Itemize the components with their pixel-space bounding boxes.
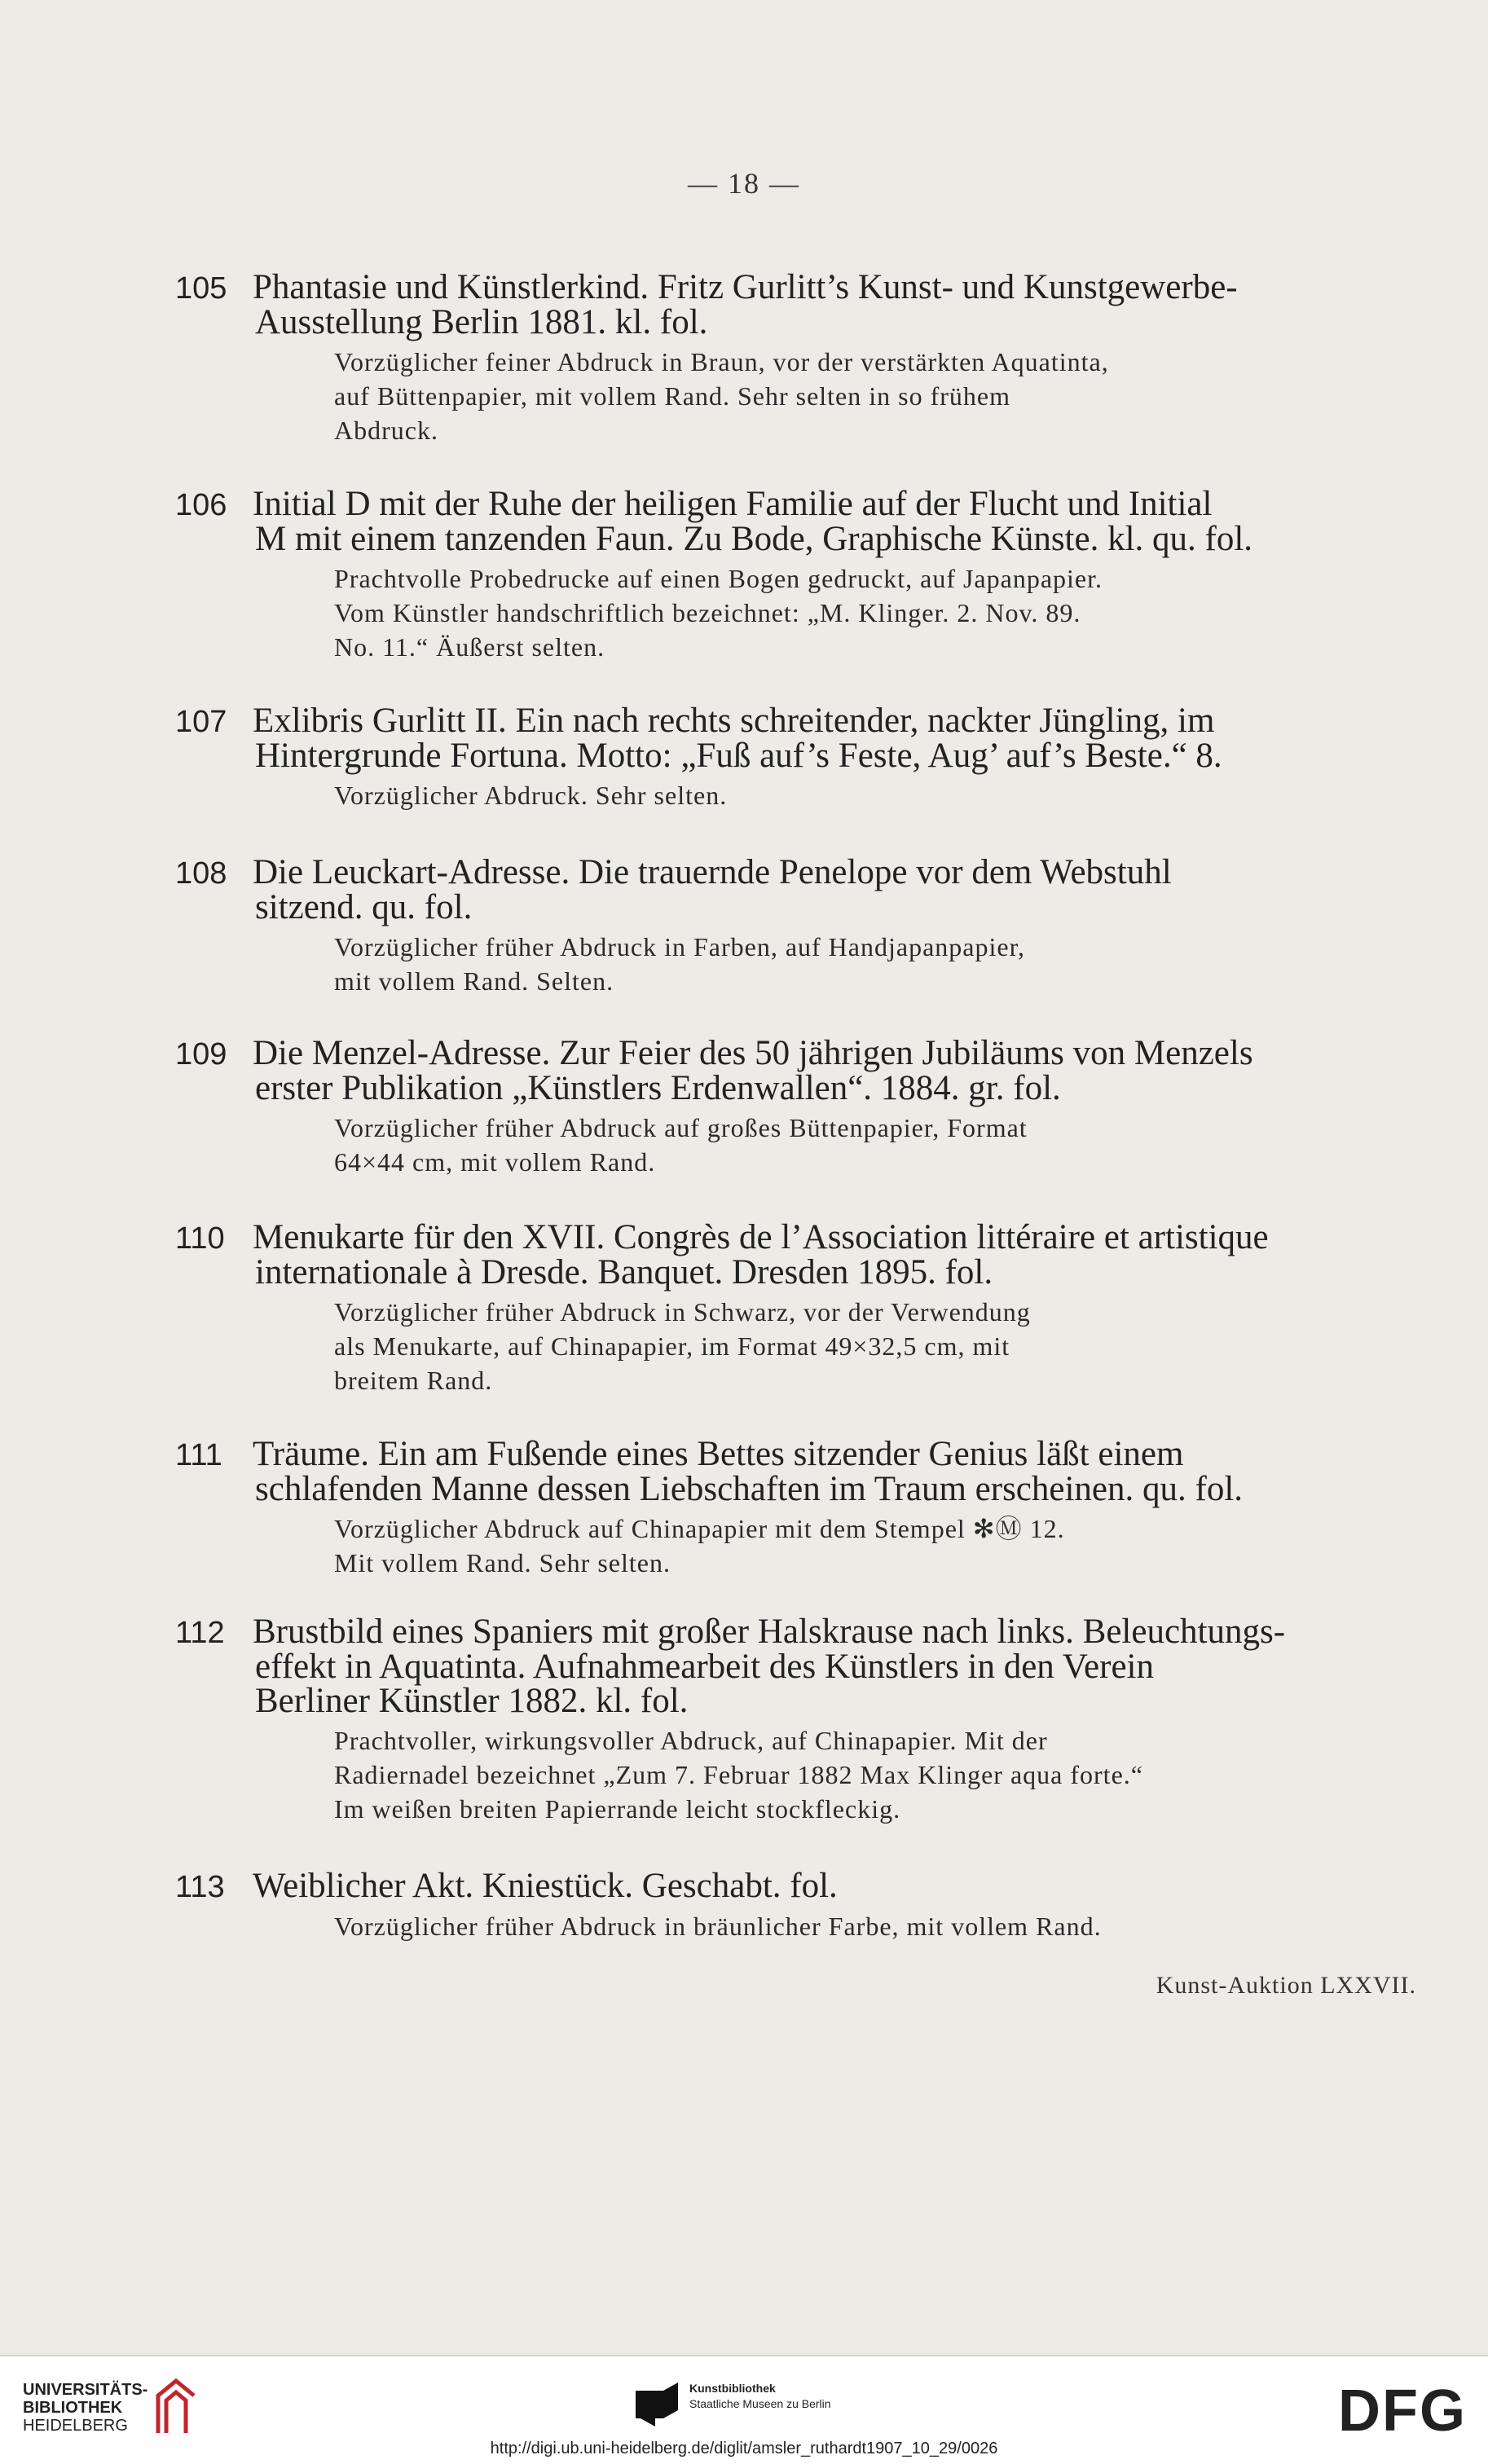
- entry-number: 106: [175, 488, 227, 522]
- entry-description: [175, 930, 1414, 998]
- kb-name: Kunstbibliothek: [689, 2382, 776, 2395]
- desc-line: Vorzüglicher früher Abdruck in bräunlicher Farbe, mit vollem Rand.: [334, 1912, 1102, 1941]
- entry-title-cont: effekt in Aquatinta. Aufnahmearbeit des Künstlers in den Verein: [255, 1648, 1154, 1686]
- entry-description: [175, 778, 1414, 812]
- desc-line: Vorzüglicher feiner Abdruck in Braun, vor der verstärkten Aquatinta,: [334, 347, 1109, 376]
- desc-line: Vorzüglicher früher Abdruck in Schwarz, vor der Verwendung: [334, 1297, 1031, 1327]
- desc-line: Prachtvoller, wirkungsvoller Abdruck, auf Chinapapier. Mit der: [334, 1726, 1048, 1755]
- entry-description: [175, 1511, 1414, 1580]
- entry-number: 109: [175, 1037, 227, 1071]
- desc-line: breitem Rand.: [334, 1366, 493, 1395]
- entry-description: [175, 1723, 1414, 1826]
- entry-title-cont: Berliner Künstler 1882. kl. fol.: [255, 1682, 689, 1720]
- entry-title: Exlibris Gurlitt II. Ein nach rechts schreitender, nackter Jüngling, im: [253, 702, 1215, 740]
- desc-line: als Menukarte, auf Chinapapier, im Format 49×32,5 cm, mit: [334, 1331, 1010, 1361]
- uni-line: UNIVERSITÄTS-: [23, 2381, 148, 2399]
- kunstbibliothek-text: [689, 2381, 831, 2412]
- entry-title-cont: M mit einem tanzenden Faun. Zu Bode, Graphische Künste. kl. qu. fol.: [255, 520, 1253, 558]
- dfg-logo[interactable]: DFG: [1338, 2378, 1467, 2444]
- catalog-entry-113: [175, 1869, 1414, 1943]
- desc-line: Vorzüglicher früher Abdruck in Farben, auf Handjapanpapier,: [334, 932, 1025, 961]
- entry-description: [175, 1909, 1414, 1943]
- university-library-logo[interactable]: [23, 2381, 147, 2435]
- entry-title-cont: Hintergrunde Fortuna. Motto: „Fuß auf’s Feste, Aug’ auf’s Beste.“ 8.: [255, 737, 1222, 775]
- catalog-entry-111: [175, 1437, 1414, 1580]
- desc-line: auf Büttenpapier, mit vollem Rand. Sehr selten in so frühem: [334, 381, 1010, 411]
- permalink-url[interactable]: http://digi.ub.uni-heidelberg.de/diglit/amsler_ruthardt1907_10_29/0026: [490, 2440, 998, 2457]
- entry-title: Weiblicher Akt. Kniestück. Geschabt. fol.: [253, 1867, 838, 1905]
- entry-title: Phantasie und Künstlerkind. Fritz Gurlitt’s Kunst- und Kunstgewerbe-: [253, 268, 1238, 306]
- entry-title-cont: erster Publikation „Künstlers Erdenwallen“. 1884. gr. fol.: [255, 1069, 1061, 1107]
- entry-number: 107: [175, 705, 227, 739]
- catalog-entry-109: [175, 1036, 1414, 1179]
- entry-heading: [175, 853, 1414, 891]
- desc-line: No. 11.“ Äußerst selten.: [334, 632, 605, 662]
- kb-subtitle: Staatliche Museen zu Berlin: [689, 2397, 831, 2410]
- entry-heading: [175, 1218, 1414, 1256]
- desc-line: Prachtvolle Probedrucke auf einen Bogen gedruckt, auf Japanpapier.: [334, 564, 1103, 593]
- entry-heading: [175, 1615, 1414, 1650]
- desc-line: 64×44 cm, mit vollem Rand.: [334, 1147, 656, 1177]
- library-footer-bar: [0, 2355, 1488, 2464]
- entry-description: [175, 1111, 1414, 1179]
- desc-line: Vorzüglicher Abdruck. Sehr selten.: [334, 781, 728, 810]
- catalog-entry-108: [175, 853, 1414, 998]
- desc-line: Radiernadel bezeichnet „Zum 7. Februar 1882 Max Klinger aqua forte.“: [334, 1760, 1143, 1789]
- entry-number: 108: [175, 856, 227, 891]
- desc-line: Abdruck.: [334, 416, 438, 445]
- desc-line: Vorzüglicher Abdruck auf Chinapapier mit dem Stempel ✻Ⓜ 12.: [334, 1514, 1065, 1543]
- uni-line: BIBLIOTHEK: [23, 2399, 123, 2417]
- desc-line: Im weißen breiten Papierrande leicht stockfleckig.: [334, 1794, 901, 1824]
- uni-line: HEIDELBERG: [23, 2417, 128, 2435]
- entry-title: Die Leuckart-Adresse. Die trauernde Penelope vor dem Webstuhl: [253, 853, 1172, 891]
- auction-signature: Kunst-Auktion LXXVII.: [1156, 1972, 1416, 1999]
- desc-line: Vom Künstler handschriftlich bezeichnet: „M. Klinger. 2. Nov. 89.: [334, 598, 1081, 627]
- desc-line: Mit vollem Rand. Sehr selten.: [334, 1548, 671, 1577]
- desc-line: Vorzüglicher früher Abdruck auf großes Büttenpapier, Format: [334, 1113, 1028, 1142]
- entry-heading: [175, 1437, 1414, 1472]
- entry-heading: [175, 1869, 1414, 1904]
- kunstbibliothek-logo-icon: [632, 2379, 681, 2428]
- entry-number: 105: [175, 271, 227, 306]
- catalog-entry-105: [175, 268, 1414, 447]
- entry-heading: [175, 268, 1414, 306]
- entry-number: 111: [175, 1438, 222, 1472]
- entry-description: [175, 561, 1414, 664]
- entry-title-cont: internationale à Dresde. Banquet. Dresden 1895. fol.: [255, 1253, 993, 1291]
- entry-description: [175, 1295, 1414, 1397]
- entry-heading: [175, 704, 1414, 739]
- entry-title: Menukarte für den XVII. Congrès de l’Association littéraire et artistique: [253, 1218, 1269, 1256]
- entry-title: Initial D mit der Ruhe der heiligen Familie auf der Flucht und Initial: [253, 485, 1213, 523]
- entry-title: Die Menzel-Adresse. Zur Feier des 50 jährigen Jubiläums von Menzels: [253, 1034, 1253, 1072]
- heidelberg-mark-icon: [152, 2376, 200, 2438]
- entry-description: [175, 345, 1414, 447]
- entry-heading: [175, 1036, 1414, 1071]
- entry-title: Brustbild eines Spaniers mit großer Halskrause nach links. Beleuchtungs-: [253, 1613, 1286, 1651]
- entry-title-cont: schlafenden Manne dessen Liebschaften im Traum erscheinen. qu. fol.: [255, 1470, 1244, 1508]
- entry-title-cont: Ausstellung Berlin 1881. kl. fol.: [255, 303, 708, 341]
- entry-number: 110: [175, 1221, 225, 1256]
- entry-number: 112: [175, 1616, 225, 1650]
- catalog-entry-112: [175, 1615, 1414, 1826]
- catalog-entry-107: [175, 704, 1414, 812]
- catalog-entry-106: [175, 487, 1414, 664]
- page-number: — 18 —: [688, 167, 800, 200]
- catalog-entry-110: [175, 1218, 1414, 1397]
- desc-line: mit vollem Rand. Selten.: [334, 966, 614, 996]
- entry-title-cont: sitzend. qu. fol.: [255, 888, 473, 926]
- entry-title: Träume. Ein am Fußende eines Bettes sitzender Genius läßt einem: [253, 1435, 1184, 1473]
- entry-heading: [175, 487, 1414, 522]
- entry-number: 113: [175, 1870, 225, 1904]
